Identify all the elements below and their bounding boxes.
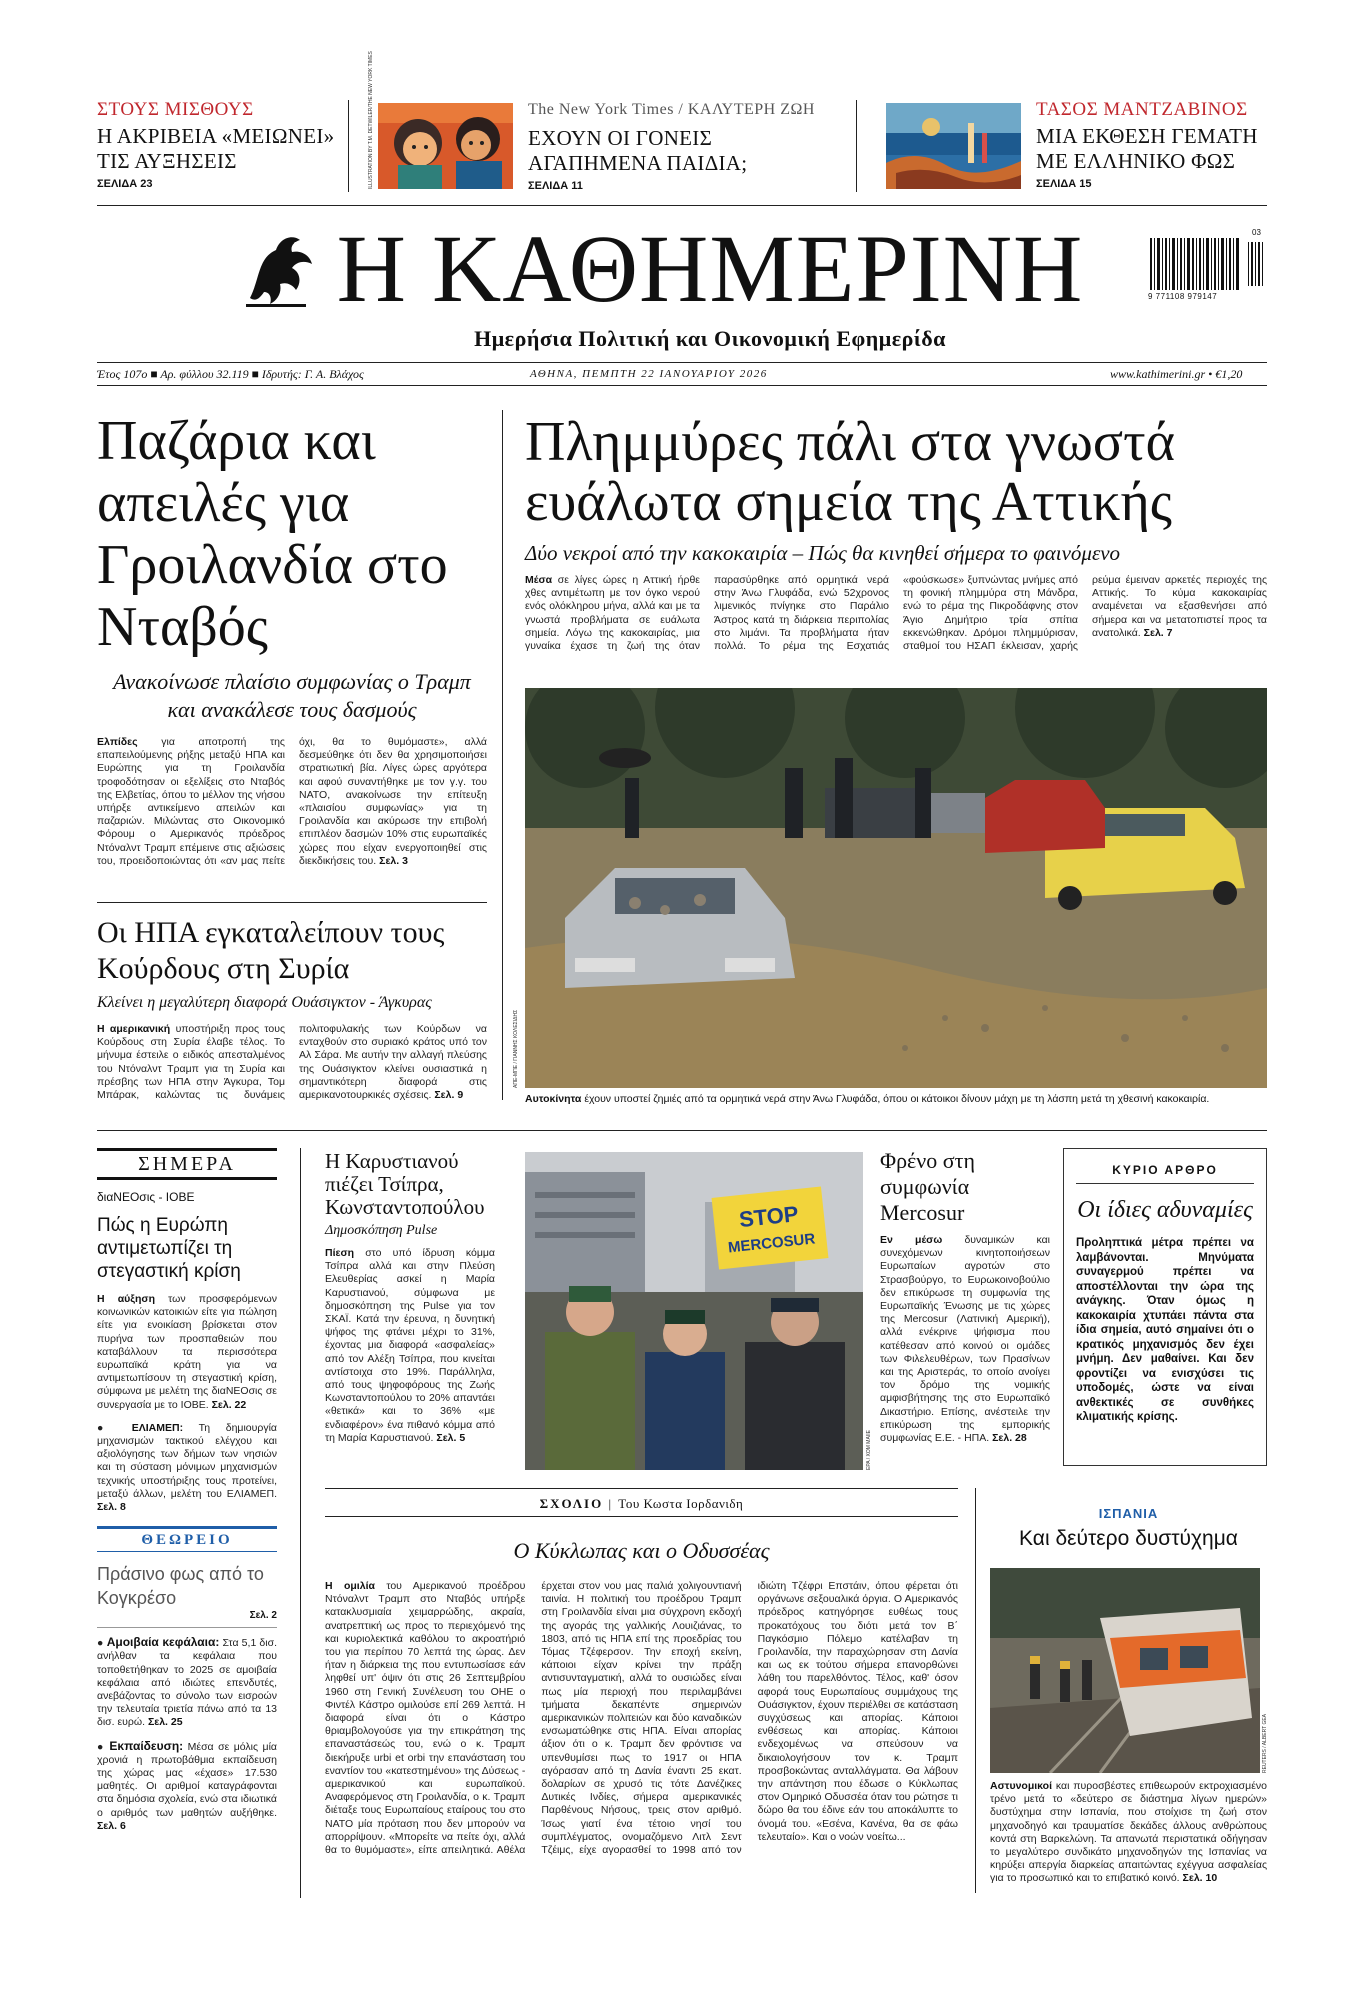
section-tag: διαΝΕΟσις - ΙΟΒΕ xyxy=(97,1190,195,1204)
article-body xyxy=(880,1234,1050,1445)
photo-caption xyxy=(525,1093,1267,1106)
body-text: του Αμερικανού προέδρου Ντόναλντ Τραμπ στο Νταβός υπήρξε κατακλυσμιαία χειμαρρώδης, ακραία, ανατρεπτική ως προς το περιεχόμενό της και κυριολεκτικά καθόλου το ακροατήριό του για περίπου 70 λεπτά της ώρας. Δεν ήταν η διάρκεια της που εντυπωσίασε εάν ληφθεί υπ' όψιν ότι στις 26 Σεπτεμβρίου 1960 στη Γενική Συνέλευση του ΟΗΕ ο Φιντέλ Κάστρο ομιλούσε επί 269 λεπτά. Η διαφορά είναι ότι ο Κάστρο θριαμβολογούσε για την επικράτηση της επαναστάσεώς του, ενώ ο κ. Τραμπ διεκήρυξε urbi et orbi την επανάσταση του εναντίον του «κατεστημένου» της Δύσεως - αμερικανικού και ευρωπαϊκού. Αναφερόμενος στη Γροιλανδία, ο κ. Τραμπ διέταξε τους Ευρωπαίους εταίρους του στο ΝΑΤΟ μία πρόταση που δεν μπορούν να απορρίψουν. «Μπορείτε να πείτε όχι, αλλά θα το θυμόμαστε», είπε απειλητικά. Αθέλα έρχεται στον νου μας παλιά χολιγουντιανή ταινία. Η πολιτική του προέδρου Τραμπ στη Γροιλανδία είναι μια σύγχρονη εκδοχή της αγοράς της γαλλικής Λουιζιάνας, το 1803, από τις ΗΠΑ επί της προεδρίας του Τόμας Τζέφερσον. Την εποχή εκείνη, κάποιοι είχαν κρίνει την πράξη αντισυνταγματική, αλλά το ουσιώδες είναι πως μία περιοχή που περιλαμβάνει τμήματα δεκαπέντε σημερινών αμερικανικών πολιτειών και δύο καναδικών ενσωματώθηκε στις ΗΠΑ. Είναι απορίας άξιον ότι ο κ. Τραμπ δεν φρόντισε να υπενθυμίσει πως το 1917 οι ΗΠΑ αγόρασαν από τη Δανία έναντι 25 εκατ. δολαρίων σε χρυσό τις τότε Δανέζικες Δυτικές Ινδίες, σήμερα αμερικανικές Παρθένους Νήσους, τρεις στον αριθμό. Ίσως γιατί ένα τέτοιο νησί του συμπλέγματος, ονομαζόμενο Λιτλ Σεντ Τζέιμς, είχε αγορασθεί το 1998 από τον ιδιώτη Τζέφρι Επστάιν, όπου φέρεται ότι οργάνωνε σεξουαλικά όργια. Ο Αμερικανός πρόεδρος κατηγόρησε ευθέως τους προκατόχους του διότι μετά τον Β΄ Παγκόσμιο Πόλεμο κατέλαβαν τη Γροιλανδία, την παραχώρησαν στη Δανία και ως εκ τούτου σήμερα επανορθώνει λάθη του παρελθόντος. Τέλος, καθ' όσον αφορά τους Ευρωπαίους συμμάχους της Ουάσιγκτον, έχουν περιέλθει σε κατάσταση συγχύσεως και απορίας. Κάποιοι ενθέσεως και απορίας. Κάποιοι ενδεχομένως να σπεύσουν να δικαιολογήσουν τον κ. Τραμπ προσβοκώντας ανταλλάγματα. Θα λάβουν την απάντηση που έδωσε ο Κύκλωπας στον Ομηρικό Οδυσσέα όταν του ρώτησε τι δώρο θα του έδινε εάν του αποκάλυπτε το όνομά του. «Εσένα, Κανένα, θα σε φάω τελευταίο». Και ο νοών νοείτω... xyxy=(325,1580,958,1857)
issue-info: Έτος 107ο ■ Αρ. φύλλου 32.119 ■ Ιδρυτής: Γ. Α. Βλάχος xyxy=(97,367,364,381)
divider xyxy=(97,1130,1267,1131)
page-ref: Σελ. 2 xyxy=(249,1610,277,1622)
illustration-credit: ILLUSTRATION BY T.M. DETWILER/THE NEW YORK TIMES xyxy=(368,51,374,189)
article-spain[interactable] xyxy=(990,1506,1267,1551)
flood-cars-photo[interactable] xyxy=(525,688,1267,1088)
article-mercosur[interactable] xyxy=(880,1148,1050,1445)
photo-credit: EPA / ΧΟΜ ΜΑΙΙΕ xyxy=(866,1430,872,1470)
divider xyxy=(348,100,349,192)
page-ref: Σελ. 10 xyxy=(1182,1872,1218,1885)
newspaper-title: Η ΚΑΘΗΜΕΡΙΝΗ xyxy=(336,215,1084,322)
body-text: δυναμικών και συνεχόμενων κινητοποιήσεων Ευρωπαίων αγροτών στο Στρασβούργο, το Ευρωκοινοβούλιο δεν επικύρωσε τη συμφωνία της Ευρωπαϊκής Ένωσης με τις χώρες της Mercosur (Λατινική Αμερική), αλλά ενέκρινε ψήφισμα που κατέθεσαν από κοινού οι ομάδες των Φιλελευθέρων, των Πρασίνων και της Αριστεράς, το οποίο ανοίγει τον δρόμο της νομικής αμφισβήτησης της στο Ευρωπαϊκό Δικαστήριο. Επίσης, ανέστειλε την επικύρωση της εμπορικής συμφωνίας Ε.Ε. - ΗΠΑ. xyxy=(880,1234,1050,1445)
body-text: σε λίγες ώρες η Αττική ήρθε χθες αντιμέτωπη με τον όγκο νερού ενός ολόκληρου μήνα, αλλά και με τα γνωστά προβλήματα σε ευάλωτα σημεία. Λόγω της κακοκαιρίας, μια γυναίκα έχασε τη ζωή της όταν παρασύρθηκε από ορμητικά νερά στην Άνω Γλυφάδα, ενώ 52χρονος λιμενικός πνίγηκε στο Παράλιο Άστρος κατά τη διάρκεια περιπολίας στο λιμάνι. Τα προβλήματα ήταν πολλά. Το ρέμα της Εσχατιάς «φούσκωσε» ξυπνώντας μνήμες από τη φονική πλημμύρα στη Μάνδρα, ενώ το ρέμα της Πικροδάφνης στον Άγιο Δημήτριο τρία σπίτια εκκενώθηκαν. Δρόμοι πλημμύρισαν, σταθμοί του ΗΣΑΠ έκλεισαν, χαρής ρεύμα έμειναν αρκετές περιοχές της Αττικής. Το κύμα κακοκαιρίας αναμένεται να εξασθενήσει από σήμερα και να μετατοπιστεί προς τα ανατολικά. xyxy=(525,574,1267,653)
body-text: Τη δημιουργία μηχανισμών τακτικού ελέγχου και αξιολόγησης των δήμων των νησιών και τη σύσταση μόνιμων μηχανισμών τεχνικής υποστήριξης τους προτείνει, μεταξύ άλλων, μελέτη του ΕΛΙΑΜΕΠ. xyxy=(97,1421,277,1500)
article-body xyxy=(325,1247,495,1445)
photo-credit: ΑΠΕ-ΜΠΕ / ΓΙΑΝΝΗΣ ΚΟΛΕΣΙΔΗΣ xyxy=(513,1009,519,1088)
article-kurds[interactable] xyxy=(97,915,487,1105)
body-text: των προσφερόμενων κοινωνικών κατοικιών είτε για πώληση είτε για ενοικίαση βρίσκεται στον πυρήνα των προσπαθειών που καταβάλλουν τα περισσότερα ευρωπαϊκά κράτη για να αντιμετωπίσουν τη στεγαστική κρίση, σύμφωνα με μελέτη της διαΝΕΟσις σε συνεργασία με το ΙΟΒΕ. xyxy=(97,1293,277,1411)
divider xyxy=(97,385,1267,386)
newspaper-tagline: Ημερήσια Πολιτική και Οικονομική Εφημερίδα xyxy=(474,326,946,351)
section-header: ΣΗΜΕΡΑ xyxy=(97,1148,277,1180)
photo-credit: REUTERS / ALBERT GEA xyxy=(1262,1713,1268,1773)
lead-word: Εκπαίδευση: xyxy=(109,1738,184,1753)
theorio-title[interactable]: Πράσινο φως από το Κογκρέσο xyxy=(97,1564,264,1609)
promo-page: ΣΕΛΙΔΑ 23 xyxy=(97,178,153,190)
article-body xyxy=(97,736,487,878)
farmers-protest-photo[interactable] xyxy=(525,1152,863,1470)
divider xyxy=(975,1488,976,1893)
body-text: στο υπό ίδρυση κόμμα Τσίπρα αλλά και στην Πλεύση Ελευθερίας ασκεί η Μαρία Καρυστιανού, σύμφωνα με δημοσκόπηση της Pulse για τον ΣΚΑΪ. Κατά την έρευνα, η δυνητική ψήφος της φτάνει μέχρι το 31%, έχοντας μια διαφορά «ασφαλείας» από τον Αλέξη Τσίπρα, που κινείται αντίστοιχα στο 19%. Παράλληλα, από τους ψηφοφόρους της Ζωής Κωνσταντοπούλου το 20% απαντάει «θετικά» και το 36% «με ενδιαφέρον» ένα πιθανό κόμμα από τη Μαρία Καρυστιανού. xyxy=(325,1247,495,1444)
article-karystianou[interactable] xyxy=(325,1150,495,1445)
article-floods[interactable] xyxy=(525,412,1267,672)
griffin-logo-icon xyxy=(240,228,320,314)
promo-salaries[interactable] xyxy=(97,100,337,190)
lead-word: Πίεση xyxy=(325,1247,355,1259)
promo-title: ΕΧΟΥΝ ΟΙ ΓΟΝΕΙΣ ΑΓΑΠΗΜΕΝΑ ΠΑΙΔΙΑ; xyxy=(528,126,748,175)
sidebar-today xyxy=(97,1148,277,1833)
headline: Παζάρια και απειλές για Γροιλανδία στο Νταβός xyxy=(97,410,448,658)
promo-kicker: The New York Times / ΚΑΛΥΤΕΡΗ ΖΩΗ xyxy=(528,101,815,118)
divider xyxy=(856,100,857,192)
page-ref: Σελ. 9 xyxy=(434,1089,464,1102)
divider xyxy=(97,362,1267,363)
promo-nyt[interactable] xyxy=(528,100,828,192)
svg-text:MERCOSUR: MERCOSUR xyxy=(727,1230,817,1257)
barcode xyxy=(1148,228,1266,312)
page-ref: Σελ. 28 xyxy=(992,1432,1027,1445)
promo-mantzavinos[interactable] xyxy=(1036,100,1276,190)
editorial-text: Προληπτικά μέτρα πρέπει να λαμβάνονται. Μηνύματα συναγερμού πρέπει να αποστέλλονται την ώρα της ανάγκης. Όταν όμως η κακοκαιρία χτυπάει πάντα στα ίδια σημεία, αυτό σημαίνει ότι ο κρατικός μηχανισμός δεν έχει μνήμη. Δεν μαθαίνει. Και δεν φροντίζει να ενισχύσει τις υποδομές, ώστε να είναι ανθεκτικές σε συνθήκες κλιματικής κρίσης. xyxy=(1076,1237,1254,1423)
barcode-number: 9 771108 979147 xyxy=(1148,292,1218,301)
item-mutual-funds[interactable]: ● Αμοιβαία κεφάλαια: Στα 5,1 δισ. ανήλθαν τα κεφάλαια που τοποθετήθηκαν το 2025 σε αμοιβαία κεφάλαια από ιδιώτες επενδυτές, ανεβάζοντας το σύνολο των εισροών την τελευταία τριετία πάνω από τα 13 δισ. ευρώ. Σελ. 25 xyxy=(97,1635,277,1729)
page-ref: Σελ. 5 xyxy=(436,1431,466,1444)
headline: Οι ΗΠΑ εγκαταλείπουν τους Κούρδους στη Συρία xyxy=(97,916,445,985)
promo-kicker: ΤΑΣΟΣ ΜΑΝΤΖΑΒΙΝΟΣ xyxy=(1036,99,1248,120)
caption-lead: Αυτοκίνητα xyxy=(525,1093,582,1105)
caption-text: και πυροσβέστες επιθεωρούν εκτροχιασμένο τρένο μετά το «δεύτερο σε διάστημα λίγων ημερών» δυστύχημα στην Ισπανία, που στοίχισε τη ζωή στον μηχανοδηγό και τραυματίσε δεκάδες άλλους ανθρώπους κοντά στη Βαρκελώνη. Τα απανωτά περιστατικά οδήγησαν το μεγαλύτερο συνδικάτο μηχανοδηγών της Ισπανίας να κηρύξει απεργία διαρκείας απαιτώντας εχέγγυα ασφαλείας για το προσωπικό και το επιβατικό κοινό. xyxy=(990,1780,1267,1885)
subheadline: Κλείνει η μεγαλύτερη διαφορά Ουάσιγκτον - Άγκυρας xyxy=(97,994,432,1011)
comment-body xyxy=(325,1580,958,1892)
comment-header: ΣΧΟΛΙΟ | Του Κωστα Ιορδανιδη xyxy=(539,1496,744,1511)
item-title[interactable]: Πώς η Ευρώπη αντιμετωπίζει τη στεγαστική κρίση xyxy=(97,1215,241,1282)
page-ref: Σελ. 6 xyxy=(97,1819,126,1832)
painting-image[interactable] xyxy=(886,103,1021,189)
section-header-theorio: ΘΕΩΡΕΙΟ xyxy=(97,1526,277,1552)
editorial-box[interactable] xyxy=(1063,1148,1267,1466)
lead-word: Η ομιλία xyxy=(325,1580,375,1592)
page-ref: Σελ. 3 xyxy=(379,854,408,867)
headline: Φρένο στη συμφωνία Mercosur xyxy=(880,1148,975,1225)
promo-title: Η ΑΚΡΙΒΕΙΑ «ΜΕΙΩΝΕΙ» ΤΙΣ ΑΥΞΗΣΕΙΣ xyxy=(97,124,335,173)
subheadline: Ανακοίνωσε πλαίσιο συμφωνίας ο Τραμπ και ανακάλεσε τους δασμούς xyxy=(113,669,471,722)
subheadline: Δύο νεκροί από την κακοκαιρία – Πώς θα κινηθεί σήμερα το φαινόμενο xyxy=(525,541,1121,565)
promo-kicker: ΣΤΟΥΣ ΜΙΣΘΟΥΣ xyxy=(97,99,254,120)
section-header: ΣΧΟΛΙΟ xyxy=(539,1496,604,1511)
page-ref: Σελ. 8 xyxy=(97,1501,126,1514)
train-derailment-photo[interactable] xyxy=(990,1568,1260,1773)
comment-author: Του Κωστα Ιορδανιδη xyxy=(618,1496,744,1511)
section-kicker: ΙΣΠΑΝΙΑ xyxy=(1098,1506,1159,1521)
lead-word: ΕΛΙΑΜΕΠ: xyxy=(131,1421,184,1434)
lead-word: Εν μέσω xyxy=(880,1234,943,1246)
promo-page: ΣΕΛΙΔΑ 15 xyxy=(1036,178,1092,190)
section-header: ΚΥΡΙΟ ΑΡΘΡΟ xyxy=(1076,1163,1254,1184)
body-text: για αποτροπή της επαπειλούμενης ρήξης μεταξύ ΗΠΑ και Ευρώπης για τη Γροιλανδία τροφοδότησαν οι εξελίξεις στο Νταβός της Ελβετίας, όπου το μέλλον της νήσου υπήρξε αντικείμενο απειλών και παζαριών. Μιλώντας στο Οικονομικό Φόρουμ ο Αμερικανός πρόεδρος Ντόναλντ Τραμπ επέμεινε στις αξιώσεις του, προειδοποιώντας ότι «αν μας πείτε όχι, θα το θυμόμαστε», αλλά δεσμεύθηκε ότι δεν θα χρησιμοποιήσει στρατιωτική βία. Λίγες ώρες αργότερα και αφού συναντήθηκε με τον γ.γ. του ΝΑΤΟ, ανακοίνωσε την επίτευξη «πλαισίου συμφωνίας» για τη Γροιλανδία και ακύρωσε την επιβολή επιπλέον δασμών 10% στις ευρωπαϊκές χώρες που είχαν ενεργοποιηθεί στις διεκδικήσεις του. xyxy=(97,736,487,867)
svg-text:STOP: STOP xyxy=(737,1201,800,1233)
body-text: Στα 5,1 δισ. ανήλθαν τα κεφάλαια που τοποθετήθηκαν το 2025 σε αμοιβαία κεφάλαια από ιδιώτες επενδυτές, ανεβάζοντας το σύνολο των εισροών την τελευταία τριετία πάνω από τα 13 δισ. ευρώ. xyxy=(97,1637,277,1729)
divider xyxy=(325,1488,958,1489)
divider xyxy=(502,410,503,1100)
divider xyxy=(325,1516,958,1517)
page-ref: Σελ. 25 xyxy=(147,1716,183,1729)
divider xyxy=(300,1148,301,1898)
headline: Η Καρυστιανού πιέζει Τσίπρα, Κωνσταντοπούλου xyxy=(325,1149,485,1219)
article-body xyxy=(97,1023,487,1105)
article-greenland[interactable] xyxy=(97,410,487,878)
lead-word: Αμοιβαία κεφάλαια: xyxy=(106,1635,220,1650)
item-body xyxy=(97,1293,277,1412)
headline: Πλημμύρες πάλι στα γνωστά ευάλωτα σημεία της Αττικής xyxy=(525,411,1175,533)
item-eliamep[interactable]: ● ΕΛΙΑΜΕΠ: Τη δημιουργία μηχανισμών τακτικού ελέγχου και αξιολόγησης των δήμων των νησιών και τη σύσταση μόνιμων μηχανισμών τεχνικής υποστήριξης τους προτείνει, μεταξύ άλλων, μελέτη του ΕΛΙΑΜΕΠ. Σελ. 8 xyxy=(97,1421,277,1514)
comment-title[interactable]: Ο Κύκλωπας και ο Οδυσσέας xyxy=(513,1538,770,1563)
spain-caption xyxy=(990,1780,1267,1886)
website-price: www.kathimerini.gr • €1,20 xyxy=(1110,367,1243,381)
body-text: υποστήριξη προς τους Κούρδους στη Συρία έλαβε τέλος. Το μήνυμα έστειλε ο ειδικός απεσταλμένος του Ντόναλντ Τραμπ για τη Συρία και πρέσβης των ΗΠΑ στην Άγκυρα, Τομ Μπάρακ, καλώντας τις δυνάμεις πολιτοφυλακής των Κούρδων να ενταχθούν στο συριακό κράτος υπό τον Αλ Σάρα. Με αυτήν την αλλαγή πλεύσης της Ουάσιγκτον κλείνει ουσιαστικά η σημαντικότερη διαφορά στις αμερικανοτουρκικές σχέσεις. xyxy=(97,1023,487,1102)
divider xyxy=(97,205,1267,206)
headline: Και δεύτερο δυστύχημα xyxy=(1019,1527,1238,1550)
subheadline: Δημοσκόπηση Pulse xyxy=(325,1223,438,1238)
lead-word: Μέσα xyxy=(525,574,553,586)
article-body xyxy=(525,574,1267,672)
editorial-title: Οι ίδιες αδυναμίες xyxy=(1077,1197,1253,1223)
page-ref: Σελ. 22 xyxy=(211,1398,247,1411)
illustration-children-image[interactable] xyxy=(378,103,513,189)
promo-page: ΣΕΛΙΔΑ 11 xyxy=(528,180,583,192)
lead-word: Η αμερικανική xyxy=(97,1023,171,1035)
caption-text: έχουν υποστεί ζημιές από τα ορμητικά νερά στην Άνω Γλυφάδα, όπου οι κάτοικοι δίνουν μάχη με τη λάσπη μετά τη χθεσινή κακοκαιρία. xyxy=(584,1093,1210,1105)
barcode-issue: 03 xyxy=(1252,228,1261,237)
promo-title: ΜΙΑ ΕΚΘΕΣΗ ΓΕΜΑΤΗ ΜΕ ΕΛΛΗΝΙΚΟ ΦΩΣ xyxy=(1036,124,1258,173)
caption-lead: Αστυνομικοί xyxy=(990,1780,1052,1792)
lead-word: Ελπίδες xyxy=(97,736,138,748)
item-education[interactable]: ● Εκπαίδευση: Μέσα σε μόλις μία χρονιά η πρωτοβάθμια εκπαίδευση της χώρας μας «έχασε» 17.530 μαθητές. Οι αριθμοί καταγράφονται στα δημόσια σχολεία, ενώ στα ιδιωτικά ο αριθμός των μαθητών αυξήθηκε. Σελ. 6 xyxy=(97,1738,277,1832)
lead-word: Η αύξηση xyxy=(97,1293,155,1305)
body-text: Μέσα σε μόλις μία χρονιά η πρωτοβάθμια εκπαίδευση της χώρας μας «έχασε» 17.530 μαθητές. Οι αριθμοί καταγράφονται στα δημόσια σχολεία, ενώ στα ιδιωτικά ο αριθμός των μαθητών αυξήθηκε. xyxy=(97,1740,277,1819)
page-ref: Σελ. 7 xyxy=(1143,626,1173,639)
divider xyxy=(97,902,487,903)
issue-date: ΑΘΗΝΑ, ΠΕΜΠΤΗ 22 ΙΑΝΟΥΑΡΙΟΥ 2026 xyxy=(530,368,768,380)
